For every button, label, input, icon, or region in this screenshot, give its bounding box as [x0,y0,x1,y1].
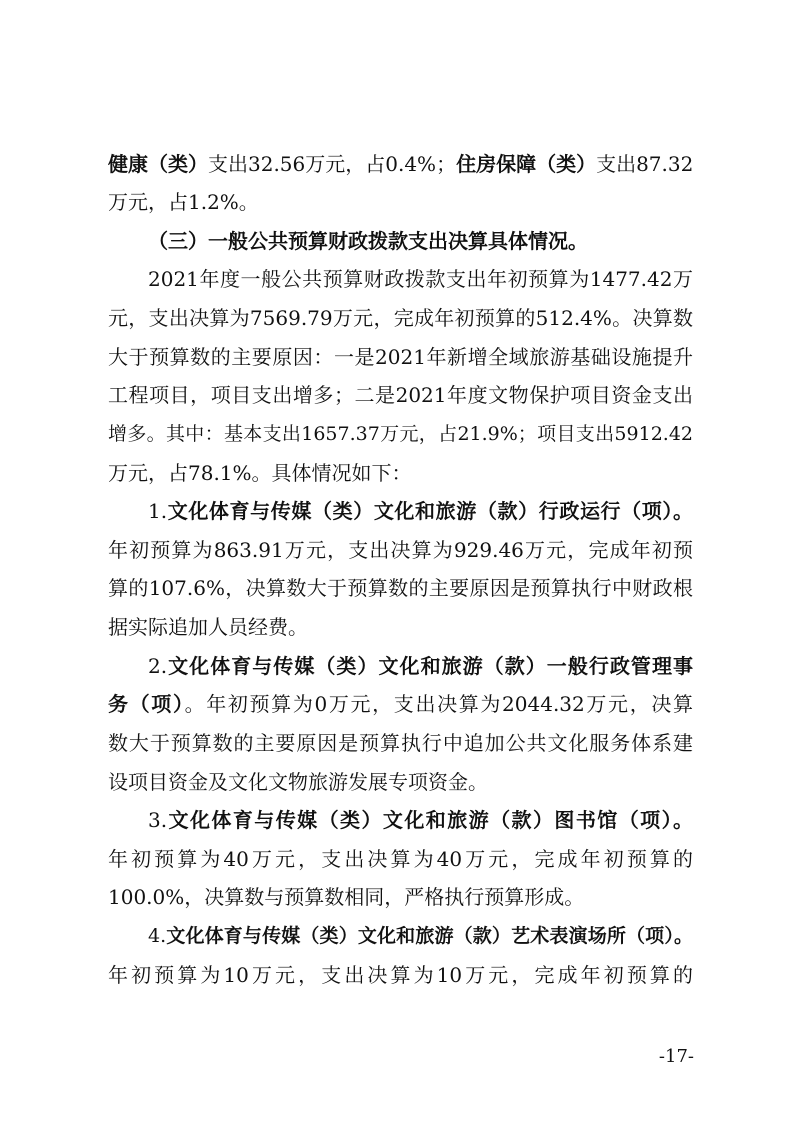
text-span: 年初预算为10万元，支出决算为10万元，完成年初预算的 [108,963,693,987]
text-span: 年初预算为40万元，支出决算为40万元，完成年初预算的 [108,847,693,871]
text-line-16 [108,731,693,755]
text-span: 大于预算数的主要原因：一是2021年新增全域旅游基础设施提升 [108,345,693,369]
text-line-8 [108,422,693,446]
item-number: 2. [148,654,168,678]
text-line-17 [108,770,693,794]
text-line-2 [108,190,693,214]
text-span: 100.0%，决算数与预算数相同，严格执行预算形成。 [108,885,585,909]
text-line-6 [108,345,693,369]
item-2-heading [148,654,693,678]
item-number: 1. [148,499,168,523]
page-number: -17- [658,1046,694,1067]
text-span: 。年初预算为0万元，支出决算为2044.32万元，决算 [184,692,693,716]
item-4-heading [148,924,693,948]
text-span: 支出32.56万元，占0.4%； [208,152,457,176]
item-title-continued: 务（项） [108,692,185,716]
text-line-9 [108,461,693,485]
text-line-22 [108,963,693,987]
item-number: 4. [148,925,167,947]
text-line-7 [108,383,693,407]
text-line-5 [108,306,693,330]
text-line-15 [108,692,693,716]
text-span: 增多。其中：基本支出1657.37万元，占21.9%；项目支出5912.42 [108,423,693,445]
text-span: 设项目资金及文化文物旅游发展专项资金。 [108,770,488,794]
item-title: 文化体育与传媒（类）文化和旅游（款）图书馆（项）。 [167,808,693,832]
text-span: 据实际追加人员经费。 [108,615,308,639]
text-span: 算的107.6%，决算数大于预算数的主要原因是预算执行中财政根 [108,576,693,600]
text-span: 年初预算为863.91万元，支出决算为929.46万元，完成年初预 [108,538,693,562]
text-span: 数大于预算数的主要原因是预算执行中追加公共文化服务体系建 [108,731,693,755]
text-span: 工程项目，项目支出增多；二是2021年度文物保护项目资金支出 [108,383,693,407]
text-span: 万元，占1.2%。 [108,190,259,214]
item-1-heading [148,499,693,523]
section-heading-text: （三）一般公共预算财政拨款支出决算具体情况。 [148,229,588,253]
category-heading-health: 健康（类） [108,152,208,176]
text-span: 2021年度一般公共预算财政拨款支出年初预算为1477.42万 [148,267,693,291]
text-line-13 [108,615,693,639]
text-line-11 [108,538,693,562]
section-heading [148,229,693,253]
item-3-heading [148,808,693,832]
text-line-19 [108,847,693,871]
text-line-20 [108,885,693,909]
text-line-4 [148,267,693,291]
item-number: 3. [148,808,168,832]
item-title: 文化体育与传媒（类）文化和旅游（款）行政运行（项）。 [167,499,693,523]
text-line-1 [108,152,693,176]
category-heading-housing: 住房保障（类） [456,152,597,176]
text-span: 元，支出决算为7569.79万元，完成年初预算的512.4%。决算数 [108,306,693,330]
item-title: 文化体育与传媒（类）文化和旅游（款）一般行政管理事 [167,654,693,678]
text-span: 万元，占78.1%。具体情况如下： [108,461,412,485]
item-title: 文化体育与传媒（类）文化和旅游（款）艺术表演场所（项）。 [166,925,693,947]
text-span: 支出87.32 [596,152,693,176]
text-line-12 [108,576,693,600]
